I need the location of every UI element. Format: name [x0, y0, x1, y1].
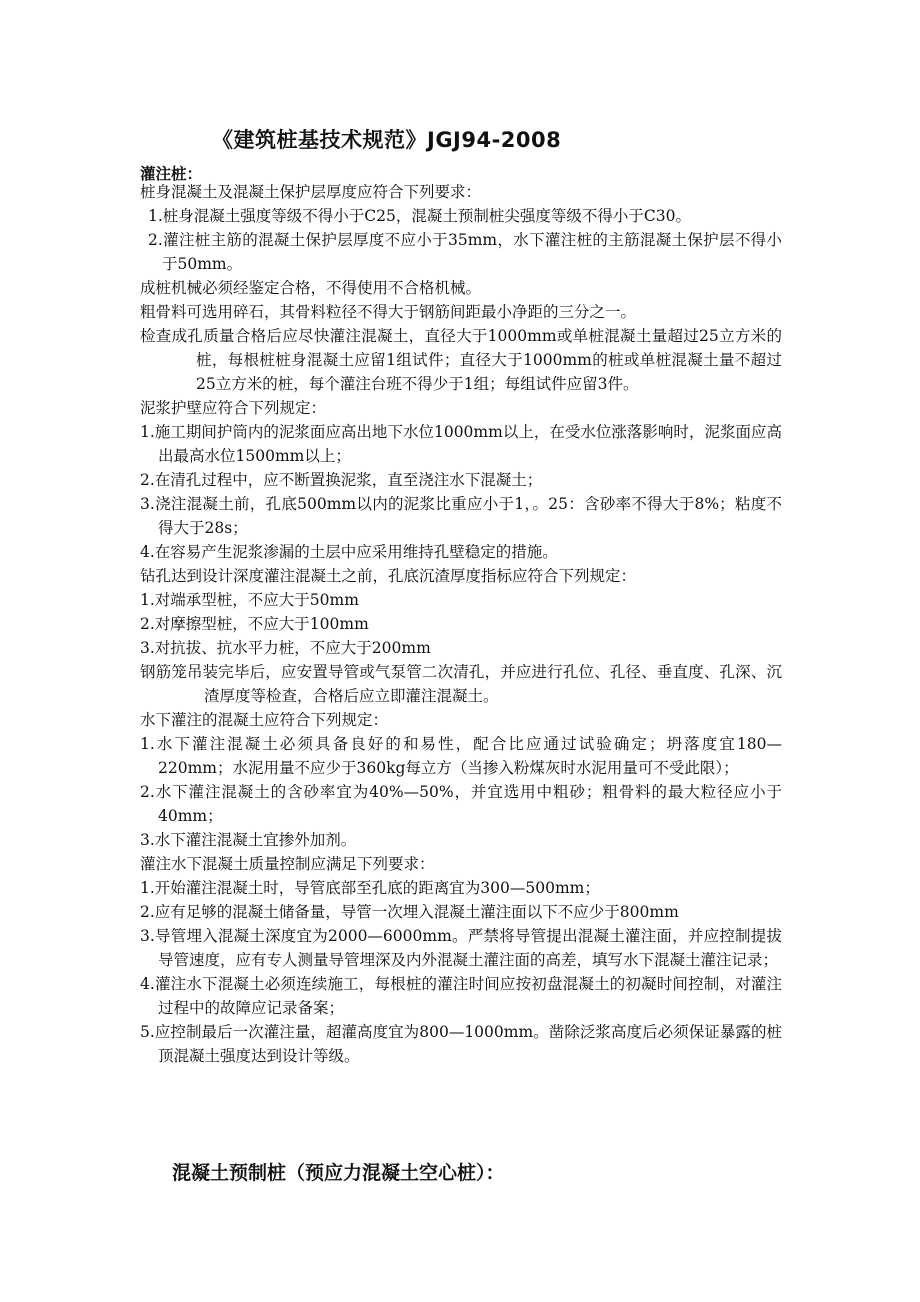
list-item: 2.对摩擦型桩，不应大于100mm	[140, 615, 369, 633]
paragraph-mud-wall: 泥浆护壁应符合下列规定：	[140, 399, 327, 417]
document-title: 《建筑桩基技术规范》JGJ94-2008	[212, 128, 562, 152]
paragraph-quality-control: 灌注水下混凝土质量控制应满足下列要求：	[140, 855, 435, 873]
list-item: 5.应控制最后一次灌注量，超灌高度宜为800—1000mm。凿除泛浆高度后必须保证暴露的桩顶混凝土强度达到设计等级。	[140, 1023, 782, 1065]
list-item: 2.灌注桩主筋的混凝土保护层厚度不应小于35mm，水下灌注桩的主筋混凝土保护层不得小于50mm。	[148, 231, 782, 273]
list-item: 1.施工期间护筒内的泥浆面应高出地下水位1000mm以上，在受水位涨落影响时，泥浆面应高出最高水位1500mm以上；	[140, 423, 782, 465]
document-body	[140, 180, 782, 1068]
paragraph-rebar-cage: 钢筋笼吊装完毕后，应安置导管或气泵管二次清孔，并应进行孔位、孔径、垂直度、孔深、沉渣厚度等检查，合格后应立即灌注混凝土。	[140, 663, 782, 705]
list-item: 3.导管埋入混凝土深度宜为2000—6000mm。严禁将导管提出混凝土灌注面，并应控制提拔导管速度，应有专人测量导管埋深及内外混凝土灌注面的高差，填写水下混凝土灌注记录；	[140, 927, 782, 969]
next-section-heading: 混凝土预制桩（预应力混凝土空心桩）：	[172, 1162, 505, 1184]
list-item: 1.开始灌注混凝土时，导管底部至孔底的距离宜为300—500mm；	[140, 879, 600, 897]
paragraph-machinery: 成桩机械必须经鉴定合格，不得使用不合格机械。	[140, 279, 482, 297]
paragraph-aggregate: 粗骨料可选用碎石，其骨料粒径不得大于钢筋间距最小净距的三分之一。	[140, 303, 637, 321]
list-item: 4.灌注水下混凝土必须连续施工，每根桩的灌注时间应按初盘混凝土的初凝时间控制，对灌注过程中的故障应记录备案；	[140, 975, 782, 1017]
list-item: 3.浇注混凝土前，孔底500mm以内的泥浆比重应小于1，。25：含砂率不得大于8%；粘度不得大于28s；	[140, 495, 782, 537]
section-heading: 灌注桩：	[140, 165, 203, 183]
paragraph-test-specimens: 检查成孔质量合格后应尽快灌注混凝土，直径大于1000mm或单桩混凝土量超过25立方米的桩，每根桩桩身混凝土应留1组试件；直径大于1000mm的桩或单桩混凝土量不超过25立方米的桩，每个灌注台班不得少于1组；每组试件应留3件。	[140, 327, 782, 393]
list-item: 1.对端承型桩，不应大于50mm	[140, 591, 359, 609]
list-item: 3.水下灌注混凝土宜掺外加剂。	[140, 831, 357, 849]
paragraph-sediment: 钻孔达到设计深度灌注混凝土之前，孔底沉渣厚度指标应符合下列规定：	[140, 567, 637, 585]
paragraph-underwater-concrete: 水下灌注的混凝土应符合下列规定：	[140, 711, 389, 729]
list-item: 2.应有足够的混凝土储备量，导管一次埋入混凝土灌注面以下不应少于800mm	[140, 903, 679, 921]
paragraph-cover-requirements: 桩身混凝土及混凝土保护层厚度应符合下列要求：	[140, 183, 482, 201]
list-item: 2.水下灌注混凝土的含砂率宜为40%—50%，并宜选用中粗砂；粗骨料的最大粒径应小于40mm；	[140, 783, 782, 825]
list-item: 1.桩身混凝土强度等级不得小于C25，混凝土预制桩尖强度等级不得小于C30。	[148, 207, 691, 225]
list-item: 1.水下灌注混凝土必须具备良好的和易性，配合比应通过试验确定；坍落度宜180—220mm；水泥用量不应少于360kg每立方（当掺入粉煤灰时水泥用量可不受此限）；	[140, 735, 782, 777]
list-item: 2.在清孔过程中，应不断置换泥浆，直至浇注水下混凝土；	[140, 471, 543, 489]
list-item: 3.对抗拔、抗水平力桩，不应大于200mm	[140, 639, 431, 657]
list-item: 4.在容易产生泥浆渗漏的土层中应采用维持孔壁稳定的措施。	[140, 543, 558, 561]
